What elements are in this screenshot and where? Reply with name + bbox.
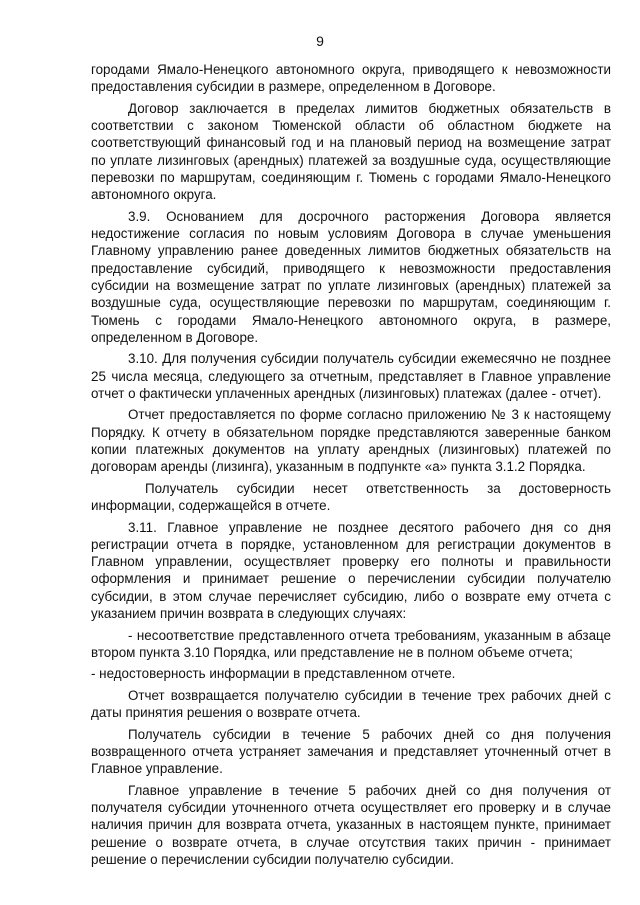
document-body [91,61,611,868]
paragraph-review-corrected: Главное управление в течение 5 рабочих дней со дня получения от получателя субсидии уточненного отчета осуществляет его проверку и в случае наличия причин для возврата отчета, указанных в настоящем пункте, принимает решение о возврате отчета, в случае отсутствия таких причин - принимает решение о перечислении субсидии получателю субсидии. [91,782,611,867]
paragraph-report-form: Отчет предоставляется по форме согласно приложению № 3 к настоящему Порядку. К отчету в обязательном порядке представляются заверенные банком копии платежных документов на уплату арендных (лизинговых) платежей по договорам аренды (лизинга), указанным в подпункте «а» пункта 3.1.2 Порядка. [91,407,611,475]
paragraph-3-10: 3.10. Для получения субсидии получатель субсидии ежемесячно не позднее 25 числа месяца, следующего за отчетным, представляет в Главное управление отчет о фактически уплаченных арендных (лизинговых) платежах (далее - отчет). [91,351,611,401]
paragraph-responsibility: Получатель субсидии несет ответственность за достоверность информации, содержащейся в отчете. [91,480,611,514]
paragraph-report-return: Отчет возвращается получателю субсидии в течение трех рабочих дней с даты принятия решения о возврате отчета. [91,687,611,721]
paragraph-3-9: 3.9. Основанием для досрочного расторжения Договора является недостижение согласия по новым условиям Договора в случае уменьшения Главному управлению ранее доведенных лимитов бюджетных обязательств на предоставление субсидий, приводящего к невозможности предоставления субсидии на возмещение затрат по уплате лизинговых (арендных) платежей за воздушные суда, осуществляющие перевозки по маршрутам, соединяющим г. Тюмень с городами Ямало-Ненецкого автономного округа, в размере, определенном в Договоре. [91,208,611,345]
paragraph-corrected-report: Получатель субсидии в течение 5 рабочих дней со дня получения возвращенного отчета устраняет замечания и представляет уточненный отчет в Главное управление. [91,726,611,777]
paragraph-contract-limits: Договор заключается в пределах лимитов бюджетных обязательств в соответствии с законом Тюменской области об областном бюджете на соответствующий финансовый год и на плановый период на возмещение затрат по уплате лизинговых (арендных) платежей за воздушные суда, осуществляющие перевозки по маршрутам, соединяющим г. Тюмень с городами Ямало-Ненецкого автономного округа. [91,100,611,203]
paragraph-3-11: 3.11. Главное управление не позднее десятого рабочего дня со дня регистрации отчета в порядке, установленном для регистрации документов в Главном управлении, осуществляет проверку его полноты и правильности оформления и принимает решение о перечислении субсидии получателю субсидии, в этом случае перечисляет субсидию, либо о возврате ему отчета с указанием причин возврата в следующих случаях: [91,519,611,622]
list-item-noncompliance: - несоответствие представленного отчета требованиям, указанным в абзаце втором пункта 3.10 Порядка, или представление не в полном объеме отчета; [91,627,611,660]
list-item-inaccuracy: - недостоверность информации в представленном отчете. [91,666,456,682]
page-number: 9 [316,33,324,49]
paragraph-continuation: городами Ямало-Ненецкого автономного округа, приводящего к невозможности предоставления субсидии в размере, определенном в Договоре. [91,62,611,95]
